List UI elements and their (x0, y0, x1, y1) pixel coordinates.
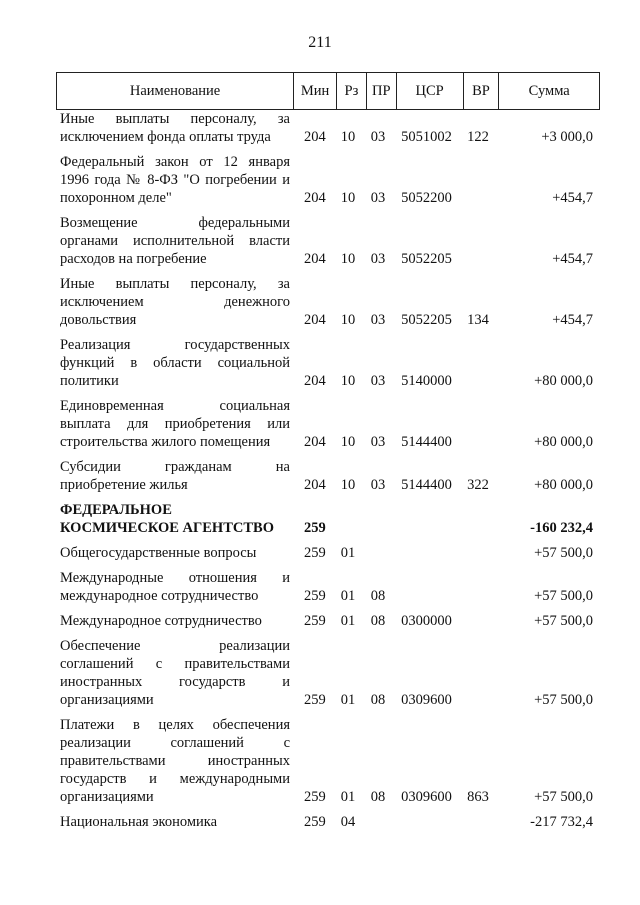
row-rz: 01 (340, 613, 356, 629)
row-sum: +57 500,0 (534, 545, 593, 561)
row-csr: 5144400 (401, 477, 452, 493)
page-number: 211 (308, 34, 332, 51)
row-csr: 5051002 (401, 129, 452, 145)
row-sum: +3 000,0 (541, 129, 593, 145)
row-min: 259 (304, 692, 326, 708)
row-rz: 01 (340, 692, 356, 708)
row-rz: 10 (340, 312, 356, 328)
header-rz: Рз (336, 73, 366, 109)
row-vr: 863 (467, 789, 489, 805)
header-csr: ЦСР (396, 73, 463, 109)
table-header (56, 72, 600, 110)
table-row (56, 612, 600, 630)
row-sum: +57 500,0 (534, 613, 593, 629)
header-min: Мин (293, 73, 336, 109)
row-rz: 10 (340, 373, 356, 389)
row-sum: +454,7 (552, 312, 593, 328)
row-sum: +454,7 (552, 251, 593, 267)
row-min: 204 (304, 373, 326, 389)
table-row (56, 336, 600, 390)
row-name: Общегосударственные вопросы (60, 545, 257, 561)
row-min: 259 (304, 789, 326, 805)
row-min: 259 (304, 545, 326, 561)
row-min: 259 (304, 814, 326, 830)
row-csr: 5052205 (401, 312, 452, 328)
table-body (56, 110, 600, 831)
row-sum: +80 000,0 (534, 373, 593, 389)
row-sum: +57 500,0 (534, 692, 593, 708)
row-sum: +57 500,0 (534, 588, 593, 604)
row-min: 204 (304, 251, 326, 267)
row-name: Международные отношения и международное сотрудничество (60, 570, 290, 604)
row-csr: 5052205 (401, 251, 452, 267)
row-csr: 5144400 (401, 434, 452, 450)
row-vr: 122 (467, 129, 489, 145)
row-rz: 10 (340, 477, 356, 493)
row-sum: +80 000,0 (534, 434, 593, 450)
row-name: ФЕДЕРАЛЬНОЕ КОСМИЧЕСКОЕ АГЕНТСТВО (60, 502, 274, 536)
row-min: 259 (304, 588, 326, 604)
row-sum: +80 000,0 (534, 477, 593, 493)
header-sum: Сумма (498, 73, 599, 109)
table-row (56, 637, 600, 709)
row-pr: 03 (370, 477, 386, 493)
row-csr: 0309600 (401, 692, 452, 708)
row-min: 204 (304, 477, 326, 493)
row-name: Платежи в целях обеспечения реализации соглашений с правительствами иностранных государств и международными организациями (60, 717, 290, 805)
row-pr: 08 (370, 789, 386, 805)
row-pr: 08 (370, 692, 386, 708)
table-row (56, 544, 600, 562)
row-min: 204 (304, 312, 326, 328)
row-pr: 03 (370, 312, 386, 328)
table-row (56, 813, 600, 831)
table-row (56, 716, 600, 806)
row-min: 204 (304, 129, 326, 145)
row-csr: 5052200 (401, 190, 452, 206)
row-name: Реализация государственных функций в области социальной политики (60, 337, 290, 389)
row-pr: 03 (370, 373, 386, 389)
header-pr: ПР (366, 73, 396, 109)
row-vr: 322 (467, 477, 489, 493)
row-rz: 01 (340, 789, 356, 805)
row-pr: 08 (370, 588, 386, 604)
row-name: Возмещение федеральными органами исполнительной власти расходов на погребение (60, 215, 290, 267)
row-name: Единовременная социальная выплата для приобретения или строительства жилого помещения (60, 398, 290, 450)
table-row (56, 110, 600, 146)
row-sum: -217 732,4 (530, 814, 593, 830)
row-rz: 10 (340, 190, 356, 206)
row-csr: 0309600 (401, 789, 452, 805)
row-csr: 5140000 (401, 373, 452, 389)
row-csr: 0300000 (401, 613, 452, 629)
row-name: Национальная экономика (60, 814, 218, 830)
row-min: 204 (304, 190, 326, 206)
table-row (56, 569, 600, 605)
row-pr: 08 (370, 613, 386, 629)
table-row (56, 214, 600, 268)
header-name: Наименование (129, 82, 221, 99)
row-rz: 01 (340, 588, 356, 604)
table-row (56, 153, 600, 207)
row-rz: 04 (340, 814, 356, 830)
row-sum: -160 232,4 (530, 520, 593, 536)
table-row (56, 458, 600, 494)
row-pr: 03 (370, 129, 386, 145)
row-name: Обеспечение реализации соглашений с правительствами иностранных государств и организациями (60, 638, 290, 708)
row-min: 259 (304, 520, 326, 536)
row-sum: +454,7 (552, 190, 593, 206)
row-name: Федеральный закон от 12 января 1996 года № 8-ФЗ "О погребении и похоронном деле" (60, 154, 290, 206)
row-pr: 03 (370, 190, 386, 206)
budget-table (56, 72, 600, 838)
row-name: Иные выплаты персоналу, за исключением денежного довольствия (60, 276, 290, 328)
table-row (56, 501, 600, 537)
row-sum: +57 500,0 (534, 789, 593, 805)
row-name: Субсидии гражданам на приобретение жилья (60, 459, 290, 493)
row-rz: 10 (340, 129, 356, 145)
row-rz: 01 (340, 545, 356, 561)
row-min: 204 (304, 434, 326, 450)
row-rz: 10 (340, 434, 356, 450)
table-row (56, 397, 600, 451)
header-vr: ВР (463, 73, 499, 109)
row-vr: 134 (467, 312, 489, 328)
row-pr: 03 (370, 251, 386, 267)
row-min: 259 (304, 613, 326, 629)
row-name: Международное сотрудничество (60, 613, 262, 629)
row-rz: 10 (340, 251, 356, 267)
table-row (56, 275, 600, 329)
row-name: Иные выплаты персоналу, за исключением фонда оплаты труда (60, 111, 290, 145)
row-pr: 03 (370, 434, 386, 450)
